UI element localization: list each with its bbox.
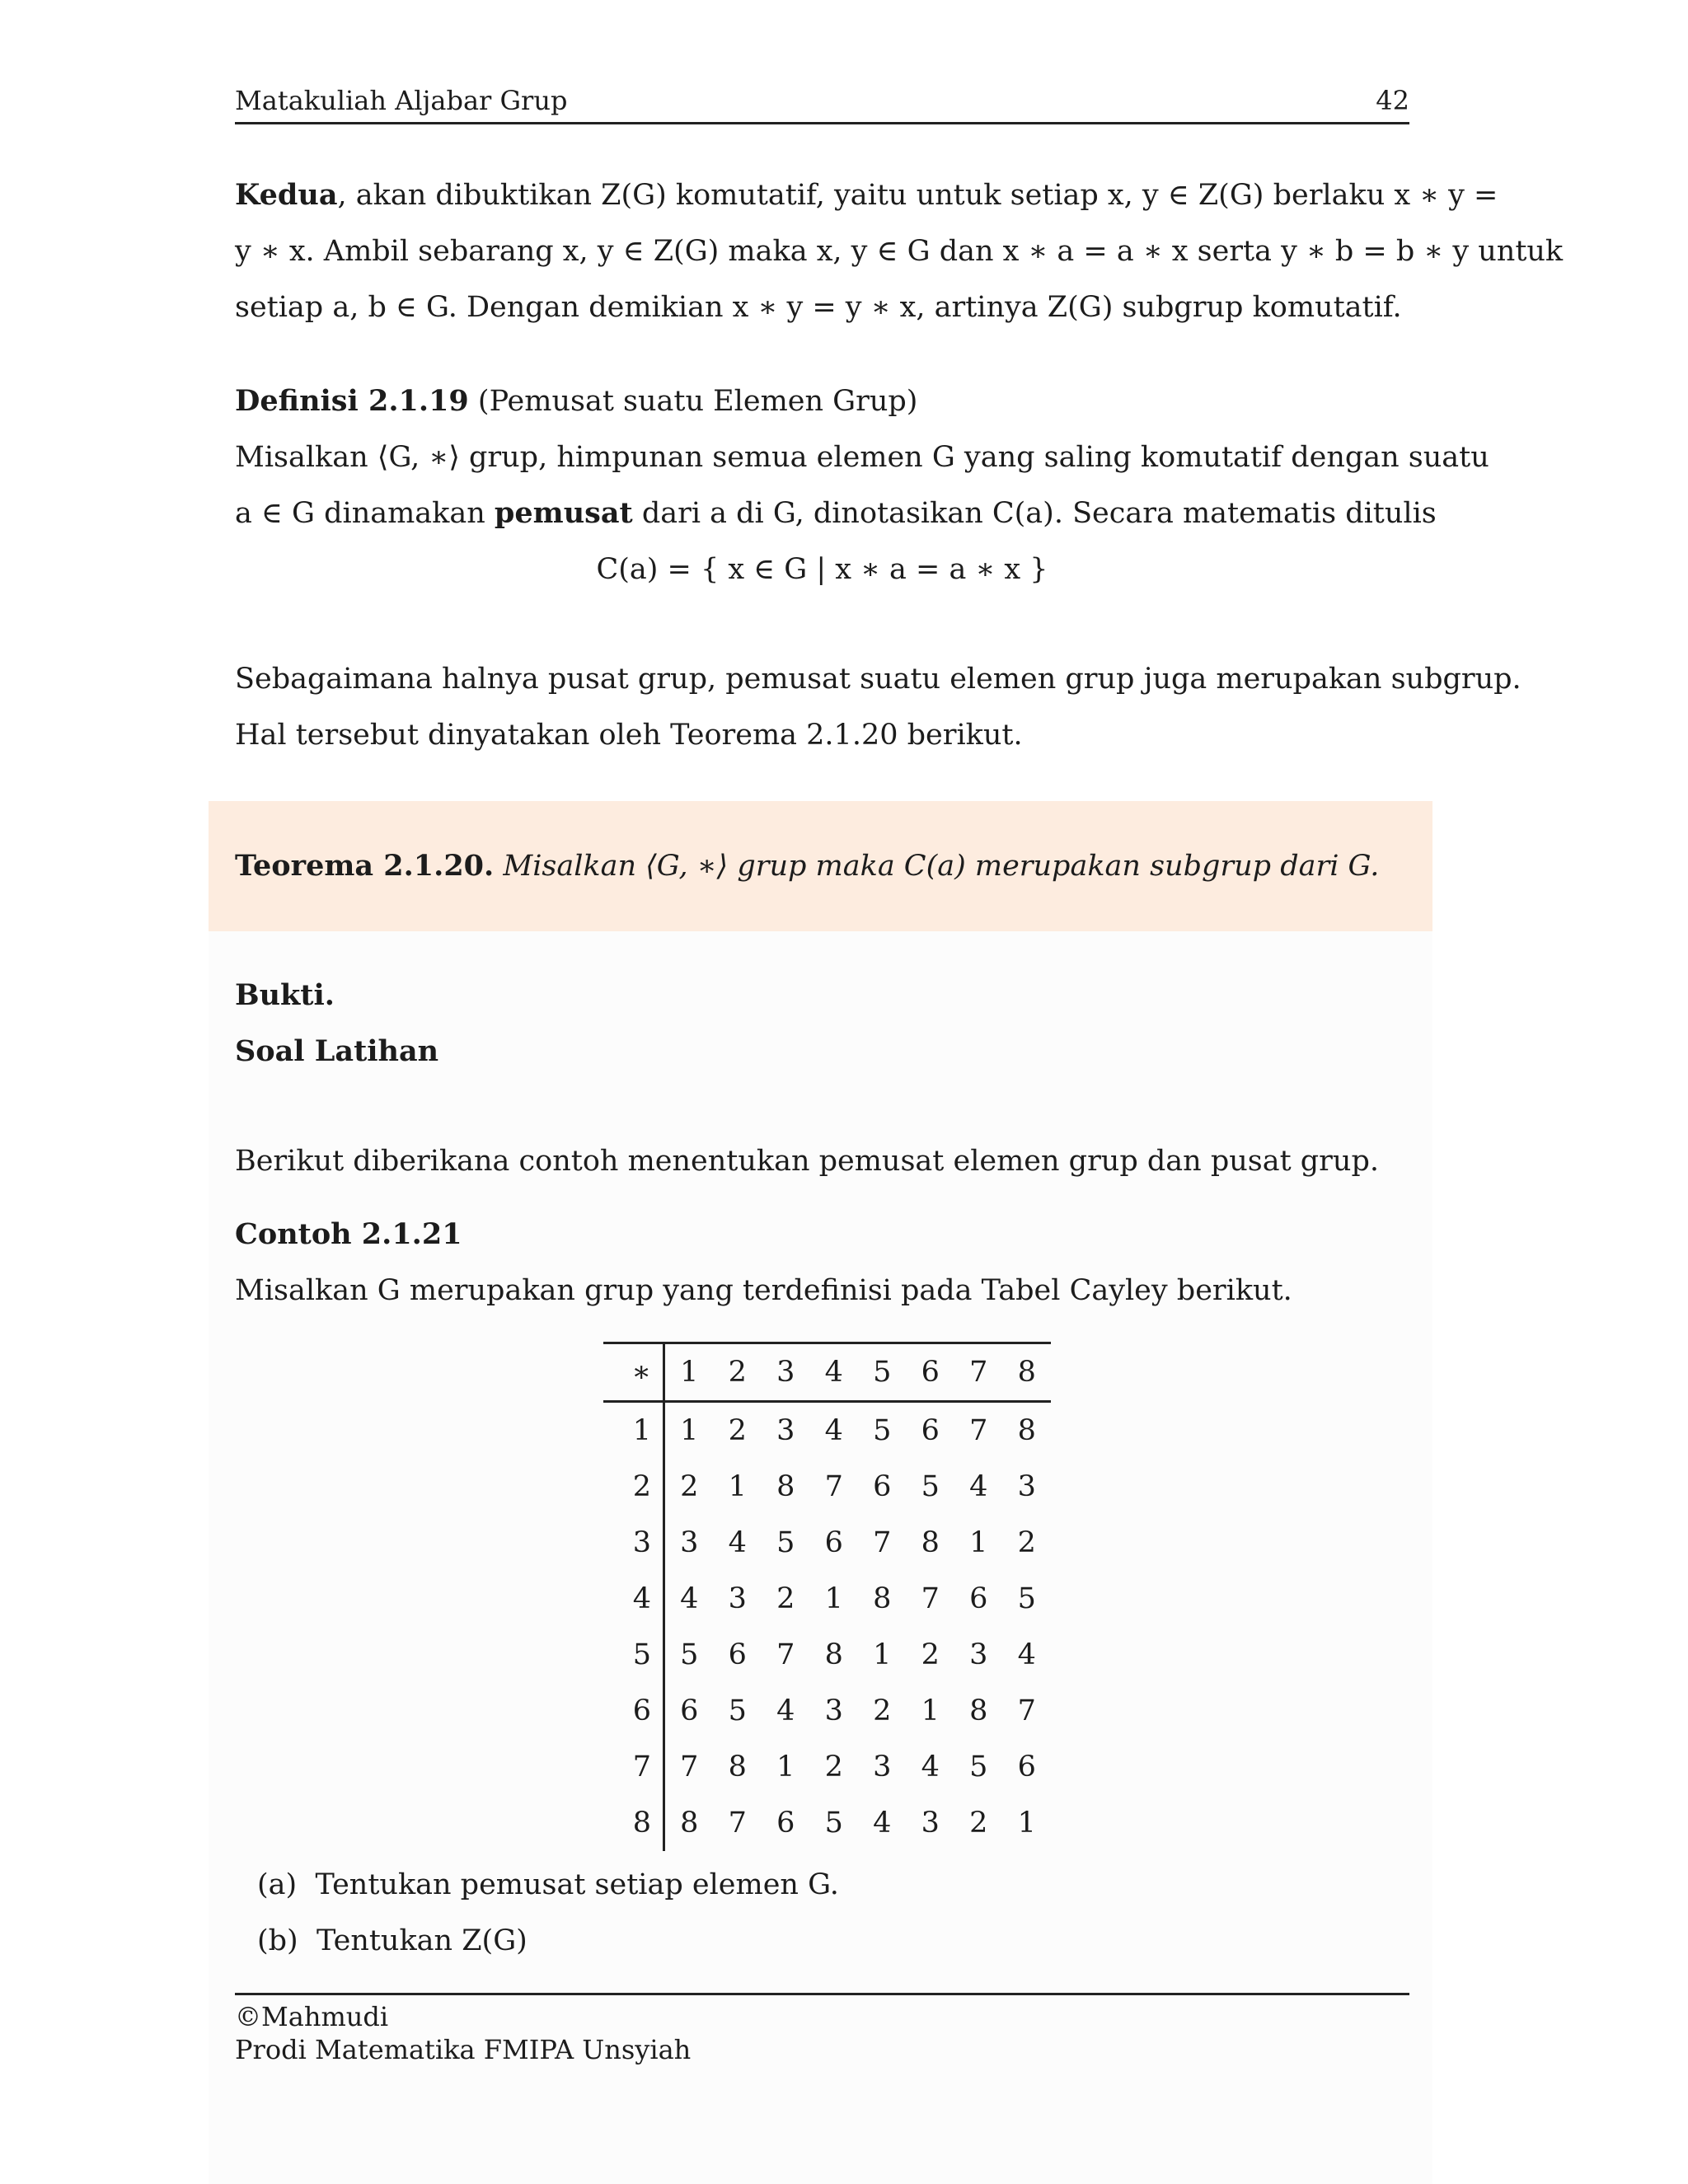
- cayley-cell: 1: [824, 1582, 843, 1615]
- proof-label: Bukti.: [235, 978, 335, 1012]
- cayley-col-header: 4: [810, 1343, 859, 1402]
- cayley-cell: 3: [1017, 1470, 1036, 1503]
- theorem-intro-line-2: Hal tersebut dinyatakan oleh Teorema 2.1.20 berikut.: [235, 719, 1023, 752]
- cayley-cell: 6: [680, 1694, 699, 1727]
- cayley-cell: 5: [921, 1470, 940, 1503]
- cayley-cell: 8: [728, 1750, 747, 1783]
- question-a: [257, 1857, 839, 1913]
- definition-line-1: Misalkan ⟨G, ∗⟩ grup, himpunan semua elemen G yang saling komutatif dengan suatu: [235, 441, 1489, 474]
- example-label: Contoh 2.1.21: [235, 1217, 462, 1251]
- cayley-cell: 7: [776, 1638, 795, 1671]
- footer-affiliation: Prodi Matematika FMIPA Unsyiah: [235, 2034, 692, 2065]
- cayley-row-header: 2: [603, 1459, 664, 1515]
- cayley-row: [603, 1627, 1051, 1683]
- cayley-cell: 8: [776, 1470, 795, 1503]
- question-a-marker: (a): [257, 1868, 298, 1901]
- cayley-cell: 8: [1017, 1414, 1036, 1447]
- cayley-cell: 1: [728, 1470, 747, 1503]
- cayley-cell: 4: [824, 1414, 843, 1447]
- proof-line-1-text: , akan dibuktikan Z(G) komutatif, yaitu untuk setiap x, y ∈ Z(G) berlaku x ∗ y =: [337, 179, 1498, 212]
- cayley-cell: 4: [921, 1750, 940, 1783]
- cayley-cell: 8: [921, 1526, 940, 1559]
- cayley-cell: 6: [921, 1414, 940, 1447]
- example-intro: Berikut diberikana contoh menentukan pemusat elemen grup dan pusat grup.: [235, 1145, 1379, 1178]
- proof-line-3: setiap a, b ∈ G. Dengan demikian x ∗ y = y ∗ x, artinya Z(G) subgrup komutatif.: [235, 291, 1402, 324]
- cayley-cell: 3: [728, 1582, 747, 1615]
- theorem-intro: [235, 651, 1522, 763]
- cayley-cell: 7: [921, 1582, 940, 1615]
- cayley-cell: 1: [680, 1414, 699, 1447]
- cayley-cell: 7: [1017, 1694, 1036, 1727]
- definition-formula: C(a) = { x ∈ G | x ∗ a = a ∗ x }: [596, 553, 1048, 586]
- cayley-cell: 3: [680, 1526, 699, 1559]
- footer-copyright: ©Mahmudi: [235, 2001, 389, 2032]
- header-title: Matakuliah Aljabar Grup: [235, 85, 568, 116]
- cayley-cell: 3: [776, 1414, 795, 1447]
- definition-body: [235, 429, 1489, 541]
- cayley-operator: ∗: [603, 1343, 664, 1402]
- cayley-cell: 2: [1017, 1526, 1036, 1559]
- cayley-cell: 3: [969, 1638, 988, 1671]
- pemusat-term: pemusat: [494, 496, 633, 530]
- cayley-row: [603, 1571, 1051, 1627]
- question-b-marker: (b): [257, 1924, 298, 1957]
- cayley-cell: 6: [824, 1526, 843, 1559]
- cayley-cell: 8: [680, 1807, 699, 1840]
- cayley-cell: 2: [728, 1414, 747, 1447]
- theorem: [235, 838, 1409, 894]
- cayley-cell: 4: [776, 1694, 795, 1727]
- cayley-cell: 2: [921, 1638, 940, 1671]
- cayley-row-header: 7: [603, 1739, 664, 1795]
- cayley-cell: 8: [873, 1582, 892, 1615]
- cayley-cell: 6: [728, 1638, 747, 1671]
- cayley-cell: 6: [969, 1582, 988, 1615]
- cayley-cell: 4: [1017, 1638, 1036, 1671]
- cayley-cell: 6: [1017, 1750, 1036, 1783]
- cayley-col-header: 3: [762, 1343, 810, 1402]
- proof-paragraph: [235, 167, 1564, 335]
- page-number: 42: [1376, 85, 1409, 116]
- definition-label: Definisi 2.1.19: [235, 384, 469, 418]
- question-b-text: Tentukan Z(G): [316, 1924, 528, 1957]
- cayley-row-header: 3: [603, 1515, 664, 1571]
- question-b: [257, 1913, 528, 1969]
- cayley-cell: 8: [824, 1638, 843, 1671]
- definition-title: (Pemusat suatu Elemen Grup): [477, 385, 918, 418]
- running-header: [235, 82, 1409, 124]
- cayley-cell: 5: [969, 1750, 988, 1783]
- cayley-col-header: 7: [954, 1343, 1003, 1402]
- cayley-cell: 8: [969, 1694, 988, 1727]
- cayley-cell: 7: [873, 1526, 892, 1559]
- cayley-cell: 7: [728, 1807, 747, 1840]
- cayley-cell: 6: [776, 1807, 795, 1840]
- cayley-cell: 5: [1017, 1582, 1036, 1615]
- cayley-col-header: 8: [1003, 1343, 1052, 1402]
- proof-line-2: y ∗ x. Ambil sebarang x, y ∈ Z(G) maka x, y ∈ G dan x ∗ a = a ∗ x serta y ∗ b = b ∗ y untuk: [235, 235, 1564, 268]
- cayley-cell: 2: [824, 1750, 843, 1783]
- exercise-label: Soal Latihan: [235, 1034, 439, 1068]
- cayley-row-header: 8: [603, 1795, 664, 1851]
- cayley-cell: 5: [776, 1526, 795, 1559]
- cayley-cell: 1: [969, 1526, 988, 1559]
- cayley-header-row: [603, 1343, 1051, 1402]
- definition-heading: [235, 373, 1409, 429]
- cayley-col-header: 6: [907, 1343, 955, 1402]
- cayley-cell: 2: [776, 1582, 795, 1615]
- cayley-cell: 1: [776, 1750, 795, 1783]
- kedua-label: Kedua: [235, 178, 338, 212]
- cayley-col-header: 5: [858, 1343, 907, 1402]
- question-a-text: Tentukan pemusat setiap elemen G.: [315, 1868, 839, 1901]
- definition-line-2a: a ∈ G dinamakan: [235, 497, 495, 530]
- definition-line-2: [235, 485, 1437, 541]
- cayley-cell: 7: [824, 1470, 843, 1503]
- cayley-col-header: 1: [664, 1343, 714, 1402]
- cayley-row-header: 5: [603, 1627, 664, 1683]
- cayley-row-header: 1: [603, 1402, 664, 1460]
- cayley-row: [603, 1402, 1051, 1460]
- cayley-row-header: 6: [603, 1683, 664, 1739]
- definition-line-2b: dari a di G, dinotasikan C(a). Secara matematis ditulis: [632, 497, 1437, 530]
- cayley-cell: 4: [680, 1582, 699, 1615]
- cayley-row: [603, 1739, 1051, 1795]
- cayley-col-header: 2: [714, 1343, 762, 1402]
- cayley-cell: 3: [824, 1694, 843, 1727]
- cayley-cell: 5: [680, 1638, 699, 1671]
- cayley-cell: 7: [680, 1750, 699, 1783]
- example-text: Misalkan G merupakan grup yang terdefinisi pada Tabel Cayley berikut.: [235, 1274, 1292, 1307]
- cayley-row: [603, 1515, 1051, 1571]
- cayley-cell: 1: [921, 1694, 940, 1727]
- cayley-cell: 6: [873, 1470, 892, 1503]
- cayley-cell: 4: [873, 1807, 892, 1840]
- cayley-row: [603, 1459, 1051, 1515]
- cayley-cell: 7: [969, 1414, 988, 1447]
- theorem-statement: Misalkan ⟨G, ∗⟩ grup maka C(a) merupakan subgrup dari G.: [503, 850, 1380, 883]
- cayley-row: [603, 1683, 1051, 1739]
- cayley-cell: 2: [680, 1470, 699, 1503]
- cayley-cell: 1: [1017, 1807, 1036, 1840]
- cayley-cell: 2: [873, 1694, 892, 1727]
- cayley-cell: 3: [921, 1807, 940, 1840]
- cayley-cell: 5: [728, 1694, 747, 1727]
- cayley-cell: 3: [873, 1750, 892, 1783]
- cayley-cell: 4: [969, 1470, 988, 1503]
- cayley-cell: 5: [824, 1807, 843, 1840]
- theorem-label: Teorema 2.1.20.: [235, 849, 495, 883]
- proof-line-1: [235, 167, 1498, 223]
- cayley-row-header: 4: [603, 1571, 664, 1627]
- cayley-cell: 2: [969, 1807, 988, 1840]
- theorem-intro-line-1: Sebagaimana halnya pusat grup, pemusat suatu elemen grup juga merupakan subgrup.: [235, 663, 1522, 696]
- footer-rule: [235, 1993, 1409, 1995]
- cayley-row: [603, 1795, 1051, 1851]
- cayley-cell: 5: [873, 1414, 892, 1447]
- cayley-cell: 4: [728, 1526, 747, 1559]
- cayley-table: [603, 1342, 1051, 1851]
- cayley-cell: 1: [873, 1638, 892, 1671]
